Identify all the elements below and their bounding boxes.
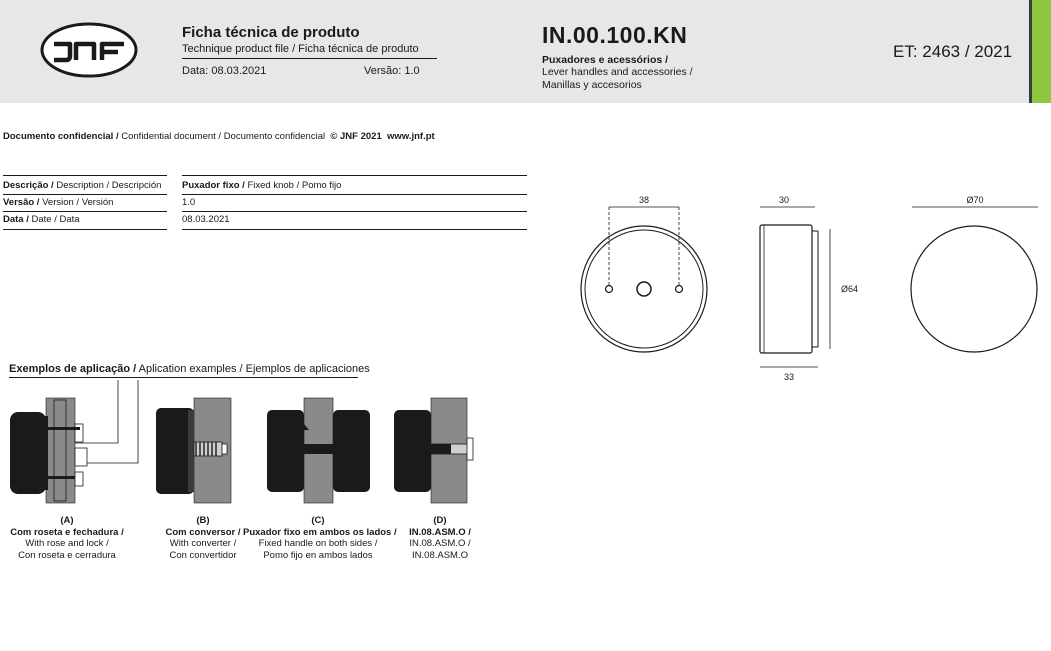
page-subtitle: Technique product file / Ficha técnica de produto xyxy=(182,43,419,55)
page-title: Ficha técnica de produto xyxy=(182,24,360,41)
category-pt: Puxadores e acessórios / xyxy=(542,54,669,66)
header-divider xyxy=(182,58,437,59)
table-rule xyxy=(182,211,527,212)
confidential-line xyxy=(3,131,435,142)
front-view xyxy=(581,195,707,352)
dim-side-depth: 30 xyxy=(778,195,790,205)
info-value-version: 1.0 xyxy=(182,197,196,208)
accent-bar xyxy=(1029,0,1051,103)
example-a-illustration xyxy=(10,398,87,503)
website-link[interactable]: www.jnf.pt xyxy=(387,131,435,142)
info-label-date: Data / Date / Data xyxy=(3,214,80,225)
example-d-caption: (D) IN.08.ASM.O / IN.08.ASM.O / IN.08.ASM.O xyxy=(409,515,471,561)
dim-front-holes: 38 xyxy=(638,195,650,205)
dim-back-diameter: Ø70 xyxy=(966,195,984,205)
examples-illustrations xyxy=(0,380,480,510)
table-rule xyxy=(182,194,527,195)
et-reference: ET: 2463 / 2021 xyxy=(893,42,1013,61)
category-en: Lever handles and accessories / xyxy=(542,66,693,78)
header-version: Versão: 1.0 xyxy=(364,65,420,77)
product-code: IN.00.100.KN xyxy=(542,22,688,48)
confidential-bold: Documento confidencial / xyxy=(3,131,119,142)
dim-side-diameter: Ø64 xyxy=(841,284,859,294)
copyright: © JNF 2021 xyxy=(330,131,382,142)
category-es: Manillas y accesorios xyxy=(542,79,642,91)
confidential-rest: Confidential document / Documento confidencial xyxy=(118,131,326,142)
table-rule xyxy=(182,229,527,230)
table-rule xyxy=(3,211,167,212)
example-b-illustration xyxy=(156,398,231,503)
dim-side-total: 33 xyxy=(783,372,795,382)
table-rule xyxy=(3,229,167,230)
example-c-illustration xyxy=(267,398,370,503)
jnf-logo xyxy=(40,22,138,78)
example-b-caption: (B) Com conversor / With converter / Con convertidor xyxy=(165,515,241,561)
back-view xyxy=(911,195,1038,352)
info-value-date: 08.03.2021 xyxy=(182,214,230,225)
table-rule xyxy=(3,175,167,176)
info-value-description: Puxador fixo / Fixed knob / Pomo fijo xyxy=(182,180,342,191)
table-rule xyxy=(3,194,167,195)
info-label-description: Descrição / Description / Descripción xyxy=(3,180,162,191)
example-c-caption: (C) Puxador fixo em ambos os lados / Fixed handle on both sides / Pomo fijo en ambos lados xyxy=(243,515,397,561)
info-label-version: Versão / Version / Versión xyxy=(3,197,114,208)
table-rule xyxy=(182,175,527,176)
header-date: Data: 08.03.2021 xyxy=(182,65,267,77)
examples-title: Exemplos de aplicação / Aplication examples / Ejemplos de aplicaciones xyxy=(9,363,370,375)
example-a-caption: (A) Com roseta e fechadura / With rose and lock / Con roseta e cerradura xyxy=(10,515,124,561)
examples-title-rule xyxy=(9,377,358,378)
technical-drawing xyxy=(560,185,1050,390)
example-d-illustration xyxy=(394,398,473,503)
side-view xyxy=(760,195,858,382)
